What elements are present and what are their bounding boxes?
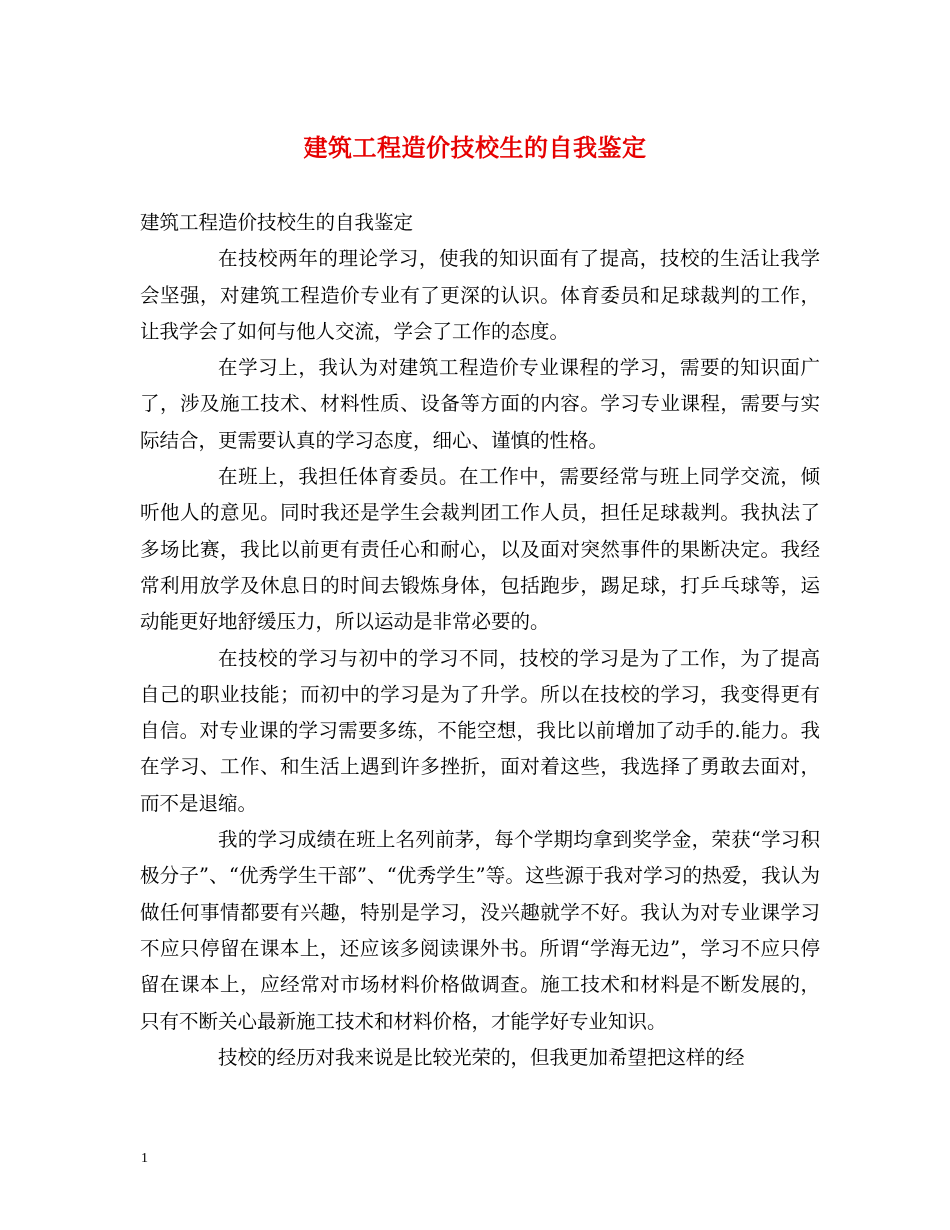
page-number: 1: [141, 1151, 148, 1166]
document-body: [140, 205, 820, 1076]
document-title: 建筑工程造价技校生的自我鉴定: [303, 133, 647, 162]
paragraph: 在技校两年的理论学习，使我的知识面有了提高，技校的生活让我学会坚强，对建筑工程造价专业有了更深的认识。体育委员和足球裁判的工作，让我学会了如何与他人交流，学会了工作的态度。: [140, 247, 820, 343]
paragraph: 在技校的学习与初中的学习不同，技校的学习是为了工作，为了提高自己的职业技能；而初中的学习是为了升学。所以在技校的学习，我变得更有自信。对专业课的学习需要多练，不能空想，我比以前增加了动手的.能力。我在学习、工作、和生活上遇到许多挫折，面对着这些，我选择了勇敢去面对，而不是退缩。: [140, 646, 820, 815]
paragraph: 我的学习成绩在班上名列前茅，每个学期均拿到奖学金，荣获“学习积极分子”、“优秀学生干部”、“优秀学生”等。这些源于我对学习的热爱，我认为做任何事情都要有兴趣，特别是学习，没兴趣就学不好。我认为对专业课学习不应只停留在课本上，还应该多阅读课外书。所谓“学海无边”，学习不应只停留在课本上，应经常对市场材料价格做调查。施工技术和材料是不断发展的，只有不断关心最新施工技术和材料价格，才能学好专业知识。: [140, 828, 820, 1033]
paragraph: 在学习上，我认为对建筑工程造价专业课程的学习，需要的知识面广了，涉及施工技术、材料性质、设备等方面的内容。学习专业课程，需要与实际结合，更需要认真的学习态度，细心、谨慎的性格。: [140, 356, 820, 452]
body-subtitle: 建筑工程造价技校生的自我鉴定: [140, 211, 414, 234]
paragraph: 在班上，我担任体育委员。在工作中，需要经常与班上同学交流，倾听他人的意见。同时我还是学生会裁判团工作人员，担任足球裁判。我执法了多场比赛，我比以前更有责任心和耐心，以及面对突然事件的果断决定。我经常利用放学及休息日的时间去锻炼身体，包括跑步，踢足球，打乒乓球等，运动能更好地舒缓压力，所以运动是非常必要的。: [140, 465, 820, 634]
paragraph: 技校的经历对我来说是比较光荣的，但我更加希望把这样的经: [218, 1045, 745, 1069]
